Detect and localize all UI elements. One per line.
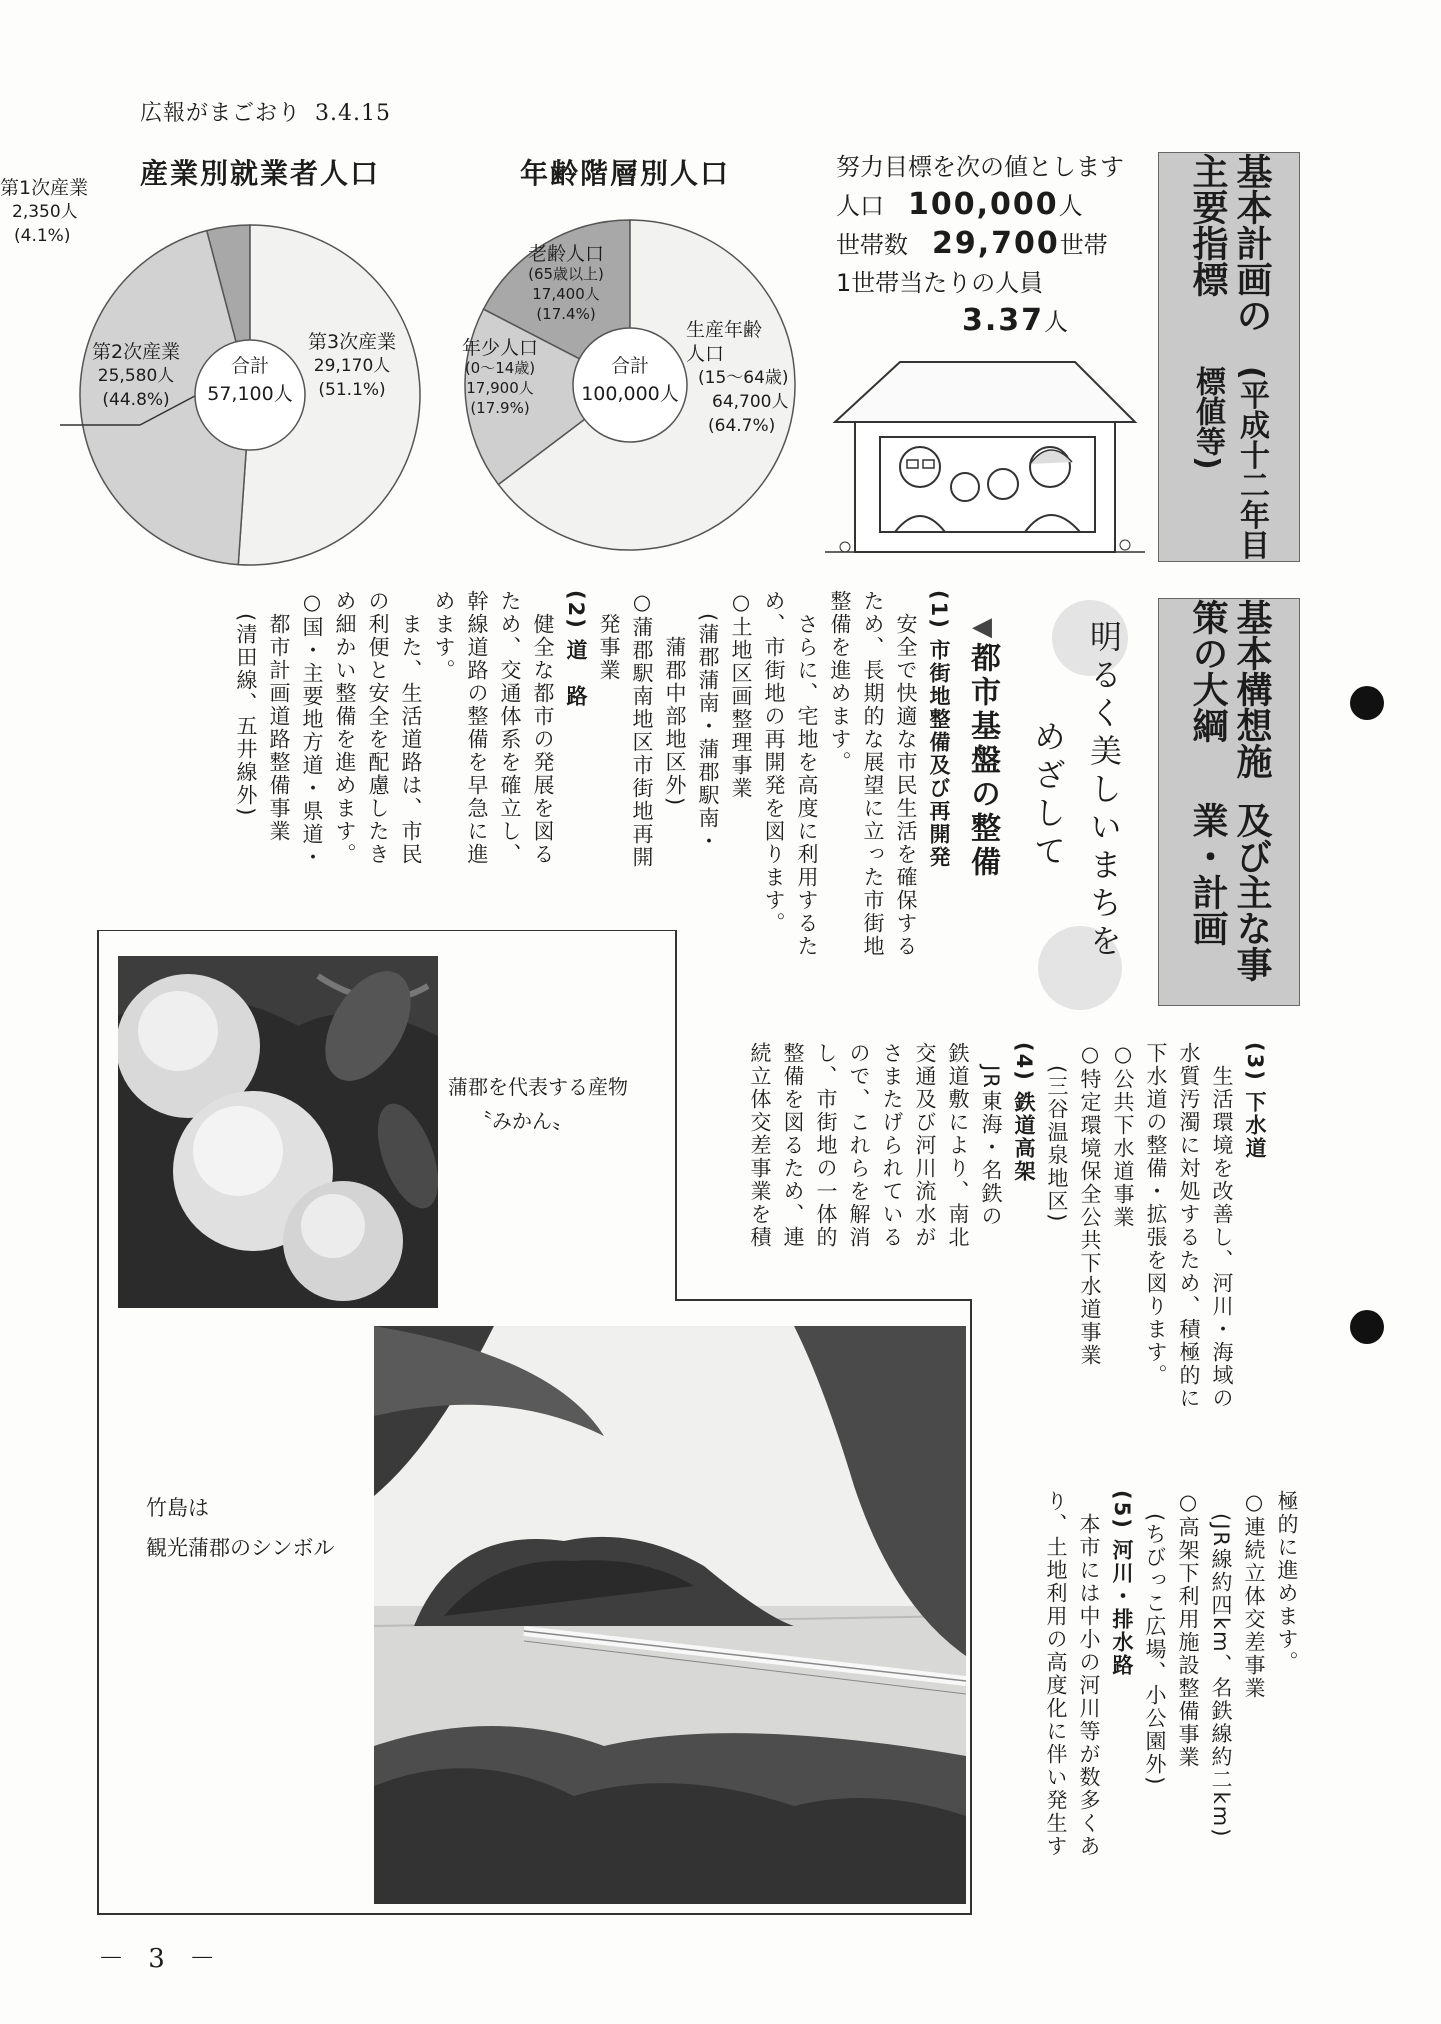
industry-label-tertiary: 第3次産業 29,170人 (51.1%) [308, 331, 397, 400]
body-text-bottom [1039, 1490, 1303, 1910]
text-line: 鉄道敷により、南北 [946, 1042, 970, 1249]
age-label-youth: 年少人口 (0～14歳) 17,900人 (17.9%) [462, 337, 539, 417]
takeshima-island-photo [374, 1326, 966, 1904]
age-chart-title: 年齢階層別人口 [520, 157, 731, 190]
publication-title: 広報がまごおり [140, 101, 302, 126]
slogan-line1: 明るく美しいまちを [1085, 620, 1123, 962]
text-line: ○連続立体交差事業 [1242, 1490, 1266, 1700]
slogan [1020, 620, 1132, 1020]
target-per-household: 3.37人 [962, 303, 1069, 338]
text-line: (JR線約四km、名鉄線約二km) [1209, 1490, 1233, 1839]
text-line: し、市街地の一体的 [814, 1042, 838, 1249]
age-label-working: 生産年齢 人口 (15～64歳) 64,700人 (64.7%) [686, 319, 789, 436]
industry-center-label: 合計 57,100人 [207, 355, 293, 405]
text-line: 発事業 [597, 590, 621, 682]
slogan-line2: めざして [1029, 720, 1067, 872]
text-line: 本市には中小の河川等が数多くあ [1077, 1490, 1101, 1858]
mikan-caption [448, 1070, 628, 1138]
text-line: ○土地区画整理事業 [729, 590, 753, 800]
text-line: JR東海・名鉄の [979, 1042, 1003, 1228]
text-line: また、生活道路は、市民 [399, 590, 423, 866]
text-line: ○高架下利用施設整備事業 [1176, 1490, 1200, 1769]
page-number: － 3 － [98, 1944, 224, 1974]
text-line: 極的に進めます。 [1275, 1490, 1299, 1674]
side-box-main-indicators-title: 基本計画の主要指標 [1187, 153, 1272, 333]
age-center-label: 合計 100,000人 [581, 355, 679, 405]
text-line: (蒲郡蒲南・蒲郡駅南・ [696, 590, 720, 854]
punch-hole-mark [1350, 686, 1384, 720]
text-line: 下水道の整備・拡張を図ります。 [1144, 1042, 1168, 1387]
text-line: 生活環境を改善し、河川・海域の [1210, 1042, 1234, 1410]
subsection-heading: (3) 下水道 [1243, 1042, 1267, 1161]
mikan-caption-line1: 蒲郡を代表する産物 [448, 1075, 628, 1099]
text-line: (清田線、五井線外) [234, 590, 258, 818]
side-box-policy-line1: 基本構想施策の大綱 [1187, 599, 1272, 779]
island-caption-line2: 観光蒲郡のシンボル [146, 1536, 335, 1560]
industry-label-primary: 第1次産業 2,350人 (4.1%) [0, 177, 89, 246]
text-line: (三谷温泉地区) [1045, 1042, 1069, 1224]
text-line: さらに、宅地を高度に利用するた [795, 590, 819, 958]
text-line: ○特定環境保全公共下水道事業 [1078, 1042, 1102, 1367]
publication-date: 3.4.15 [315, 101, 391, 126]
side-box-main-indicators-sub: (平成十二年目標値等) [1190, 365, 1269, 560]
subsection-heading: (2) 道 路 [564, 590, 588, 709]
target-households: 世帯数 29,700世帯 [836, 226, 1108, 261]
age-label-elderly: 老齢人口 (65歳以上) 17,400人 (17.4%) [528, 243, 605, 323]
body-text-upper [229, 590, 955, 958]
text-line: (ちびっこ広場、小公園外) [1143, 1490, 1167, 1787]
target-per-household-label: 1世帯当たりの人員 [836, 269, 1044, 297]
text-line: ため、交通体系を確立し、 [498, 590, 522, 866]
text-line: ため、長期的な展望に立った市街地 [861, 590, 885, 958]
punch-hole-mark [1350, 1310, 1384, 1344]
text-line: め細かい整備を進めます。 [333, 590, 357, 866]
page-header [140, 96, 391, 127]
text-line: り、土地利用の高度化に伴い発生す [1044, 1490, 1068, 1858]
text-line: 水質汚濁に対処するため、積極的に [1177, 1042, 1201, 1410]
subsection-heading: (5) 河川・排水路 [1110, 1490, 1134, 1678]
mikan-caption-line2: 〝みかん〟 [472, 1109, 572, 1133]
text-line: めます。 [432, 590, 456, 682]
text-line: 交通及び河川流水が [913, 1042, 937, 1249]
side-box-main-indicators [1158, 152, 1300, 562]
mikan-photo [118, 956, 438, 1308]
island-caption-line1: 竹島は [146, 1496, 209, 1520]
text-line: 続立体交差事業を積 [748, 1042, 772, 1249]
text-line: の利便と安全を配慮したき [366, 590, 390, 866]
text-line: ○公共下水道事業 [1111, 1042, 1135, 1229]
side-box-policy-outline [1158, 598, 1300, 1006]
subsection-heading: (4) 鉄道高架 [1012, 1042, 1036, 1184]
text-line: 整備を図るため、連 [781, 1042, 805, 1249]
text-line: 安全で快適な市民生活を確保する [894, 590, 918, 958]
text-line: ので、これらを解消 [847, 1042, 871, 1249]
side-box-policy-line2: 及び主な事業・計画 [1187, 802, 1272, 982]
industry-chart-title: 産業別就業者人口 [140, 157, 381, 190]
text-line: 都市計画道路整備事業 [267, 590, 291, 843]
text-line: 健全な都市の発展を図る [531, 590, 555, 866]
text-line: 整備を進めます。 [828, 590, 852, 774]
industry-label-secondary: 第2次産業 25,580人 (44.8%) [92, 341, 181, 410]
subsection-heading: (1) 市街地整備及び再開発 [927, 590, 951, 870]
section-title: ◀都市基盤の整備 [965, 612, 1000, 880]
text-line: 蒲郡中部地区外) [663, 590, 687, 808]
text-line: め、市街地の再開発を図ります。 [762, 590, 786, 935]
island-caption [146, 1488, 334, 1568]
text-line: ○蒲郡駅南地区市街地再開 [630, 590, 654, 869]
target-population: 人口 100,000人 [836, 187, 1083, 222]
target-intro: 努力目標を次の値とします [836, 153, 1124, 181]
text-line: さまたげられている [880, 1042, 904, 1249]
family-house-illustration [825, 352, 1145, 564]
target-values [836, 148, 1124, 341]
text-line: 幹線道路の整備を早急に進 [465, 590, 489, 866]
text-line: ○国・主要地方道・県道・ [300, 590, 324, 869]
